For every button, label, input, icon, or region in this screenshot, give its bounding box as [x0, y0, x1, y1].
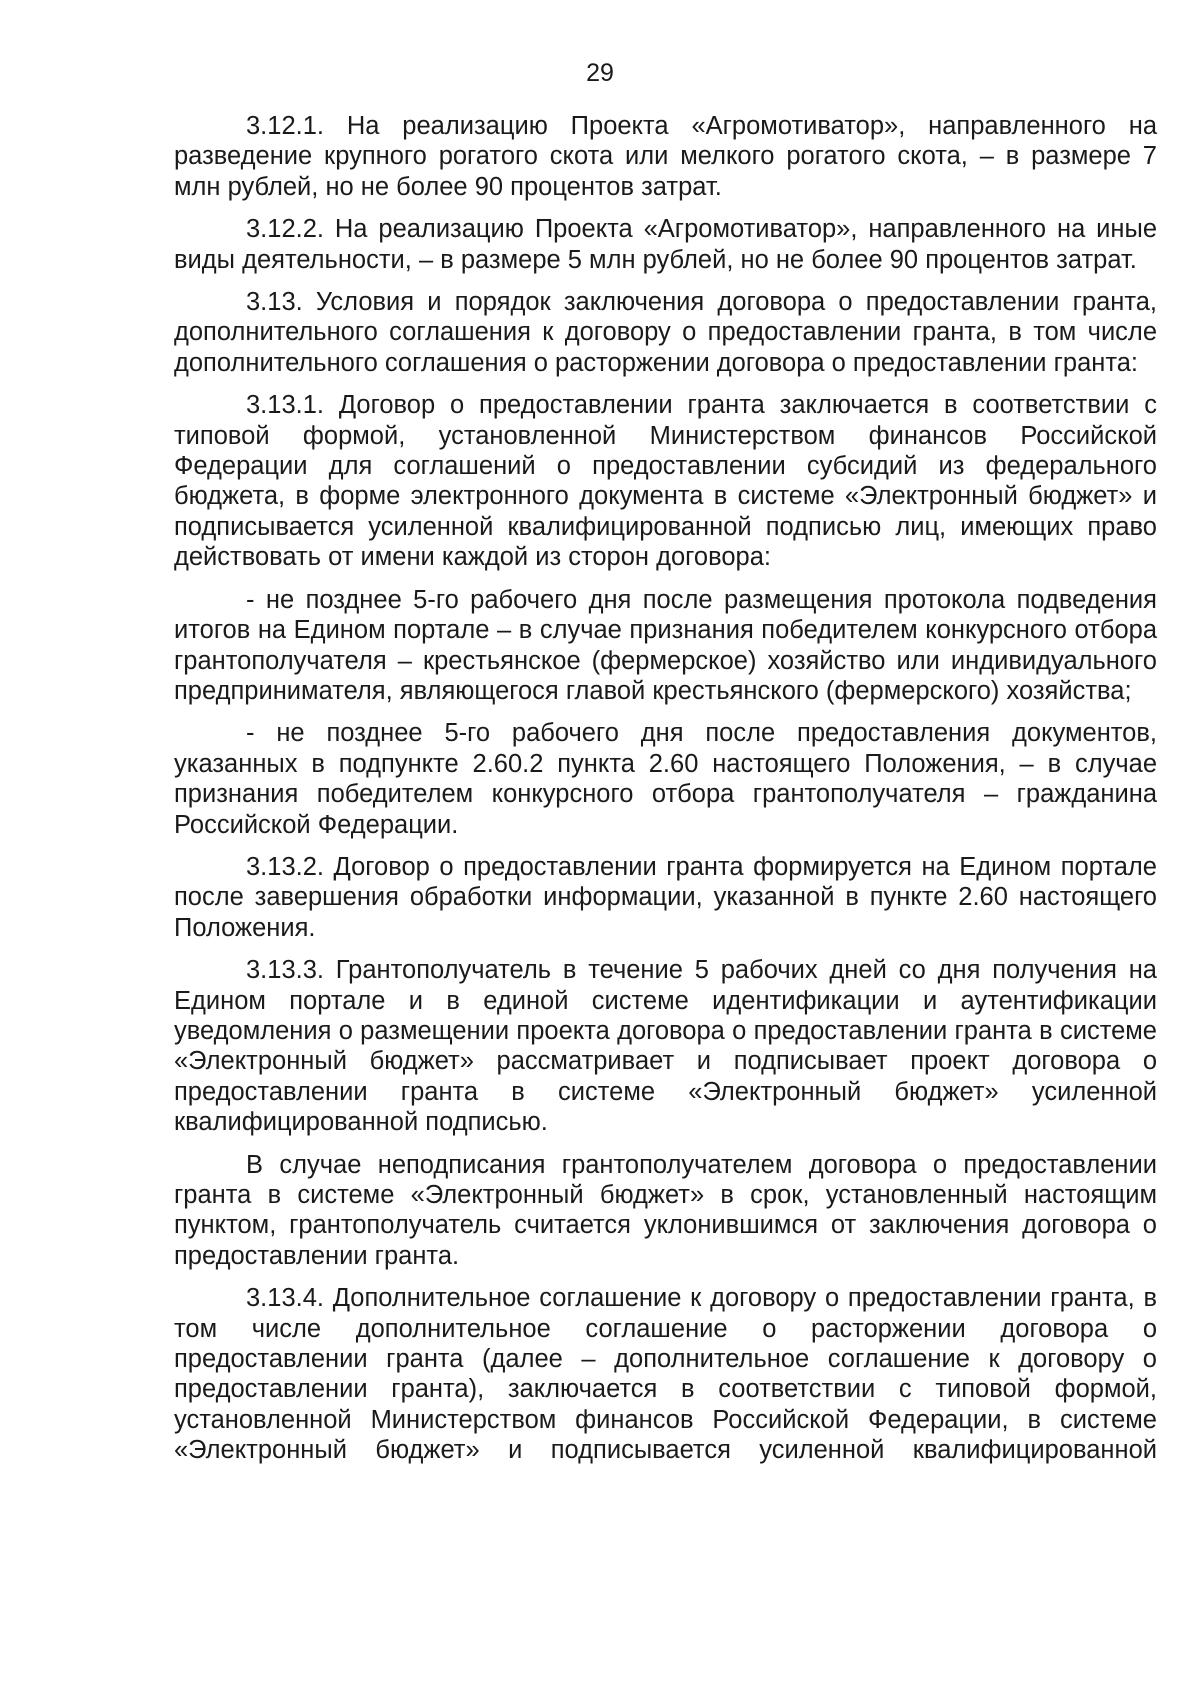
page-number: 29	[586, 59, 614, 87]
paragraph-3-13-4: 3.13.4. Дополнительное соглашение к договору о предоставлении гранта, в том числе дополнительное соглашение о расторжении договора о предоставлении гранта (далее – дополнительное соглашение к договору о предоставлении гранта), заключается в соответствии с типовой формой, установленной Министерством финансов Российской Федерации, в системе «Электронный бюджет» и подписывается усиленной квалифицированной	[174, 1284, 1157, 1465]
paragraph-3-13: 3.13. Условия и порядок заключения договора о предоставлении гранта, дополнительного соглашения к договору о предоставлении гранта, в том числе дополнительного соглашения о расторжении договора о предоставлении гранта:	[174, 288, 1157, 377]
document-body	[174, 111, 1157, 1466]
paragraph-3-13-1: 3.13.1. Договор о предоставлении гранта заключается в соответствии с типовой формой, установленной Министерством финансов Российской Федерации для соглашений о предоставлении субсидий из федерального бюджета, в форме электронного документа в системе «Электронный бюджет» и подписывается усиленной квалифицированной подписью лиц, имеющих право действовать от имени каждой из сторон договора:	[174, 391, 1157, 572]
paragraph-3-13-2: 3.13.2. Договор о предоставлении гранта формируется на Едином портале после завершения обработки информации, указанной в пункте 2.60 настоящего Положения.	[174, 852, 1157, 942]
paragraph-non-signing: В случае неподписания грантополучателем договора о предоставлении гранта в системе «Электронный бюджет» в срок, установленный настоящим пунктом, грантополучатель считается уклонившимся от заключения договора о предоставлении гранта.	[174, 1150, 1157, 1270]
paragraph-3-12-1: 3.12.1. На реализацию Проекта «Агромотиватор», направленного на разведение крупного рогатого скота или мелкого рогатого скота, – в размере 7 млн рублей, но не более 90 процентов затрат.	[174, 112, 1157, 201]
list-item-bullet-1: - не позднее 5-го рабочего дня после размещения протокола подведения итогов на Едином портале – в случае признания победителем конкурсного отбора грантополучателя – крестьянское (фермерское) хозяйство или индивидуального предпринимателя, являющегося главой крестьянского (фермерского) хозяйства;	[174, 585, 1157, 705]
paragraph-3-13-3: 3.13.3. Грантополучатель в течение 5 рабочих дней со дня получения на Едином портале и в единой системе идентификации и аутентификации уведомления о размещении проекта договора о предоставлении гранта в системе «Электронный бюджет» рассматривает и подписывает проект договора о предоставлении гранта в системе «Электронный бюджет» усиленной квалифицированной подписью.	[174, 956, 1157, 1137]
list-item-bullet-2: - не позднее 5-го рабочего дня после предоставления документов, указанных в подпункте 2.60.2 пункта 2.60 настоящего Положения, – в случае признания победителем конкурсного отбора грантополучателя – гражданина Российской Федерации.	[174, 719, 1157, 839]
paragraph-3-12-2: 3.12.2. На реализацию Проекта «Агромотиватор», направленного на иные виды деятельности, – в размере 5 млн рублей, но не более 90 процентов затрат.	[174, 215, 1157, 274]
